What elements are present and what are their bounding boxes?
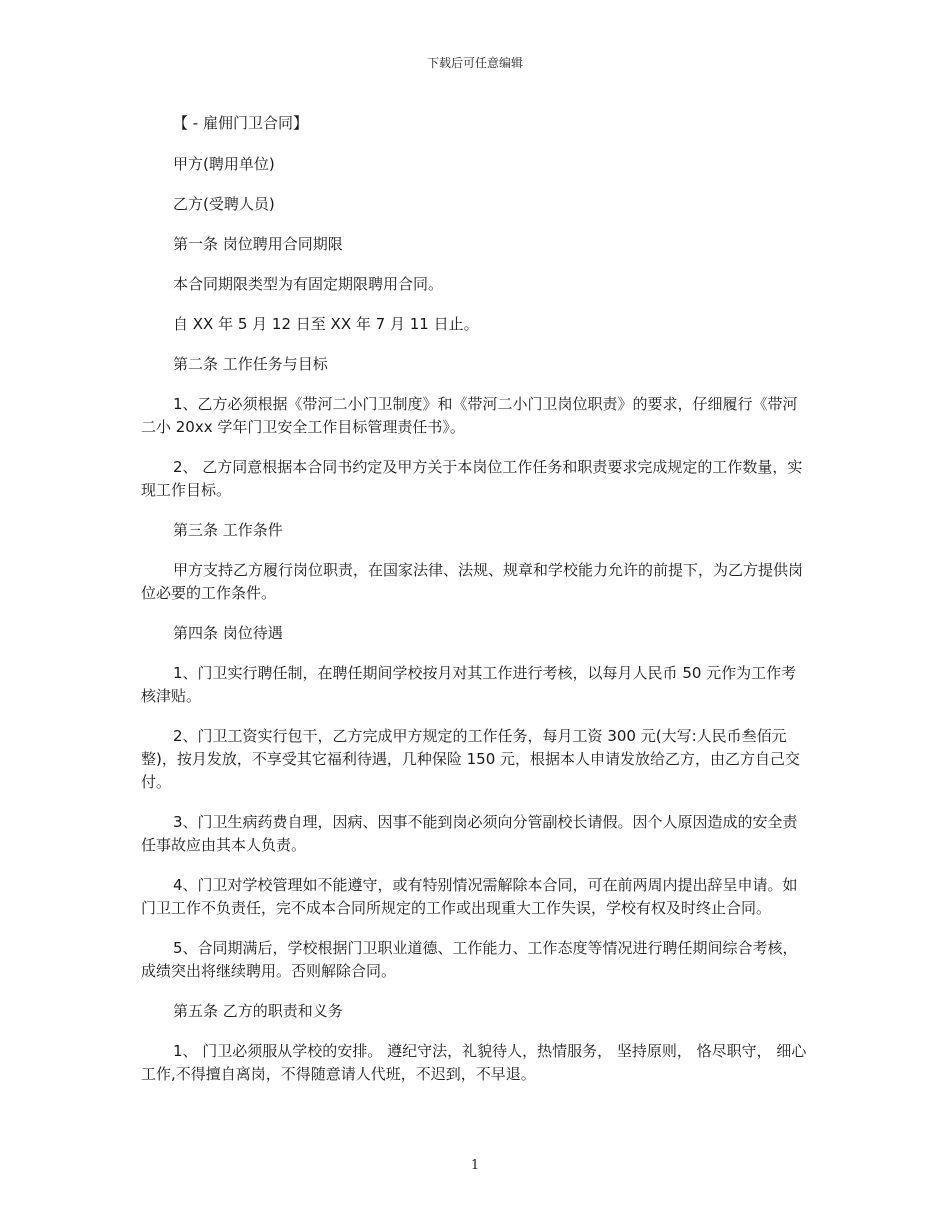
- article-5-heading: 第五条 乙方的职责和义务: [173, 1002, 343, 1020]
- paragraph: 1、乙方必须根据《带河二小门卫制度》和《带河二小门卫岗位职责》的要求，仔细履行《带河二小 20xx 学年门卫安全工作目标管理责任书》。: [141, 395, 798, 436]
- article-3-heading: 第三条 工作条件: [173, 521, 283, 539]
- contract-title: 【 - 雇佣门卫合同】: [173, 114, 308, 132]
- document-body: [141, 112, 809, 1103]
- paragraph: 1、 门卫必须服从学校的安排。 遵纪守法，礼貌待人，热情服务， 坚持原则， 恪尽职守， 细心工作,不得擅自离岗，不得随意请人代班，不迟到，不早退。: [141, 1042, 807, 1083]
- article-1-heading: 第一条 岗位聘用合同期限: [173, 235, 343, 253]
- paragraph: 甲方支持乙方履行岗位职责，在国家法律、法规、规章和学校能力允许的前提下，为乙方提供岗位必要的工作条件。: [141, 561, 804, 602]
- paragraph: 本合同期限类型为有固定期限聘用合同。: [173, 275, 444, 293]
- paragraph: 2、门卫工资实行包干，乙方完成甲方规定的工作任务，每月工资 300 元(大写:人民币叁佰元整)，按月发放，不享受其它福利待遇，几种保险 150 元，根据本人申请发放给乙方，由乙方自己交付。: [141, 727, 801, 791]
- paragraph: 4、门卫对学校管理如不能遵守，或有特别情况需解除本合同，可在前两周内提出辞呈申请。如门卫工作不负责任，完不成本合同所规定的工作或出现重大工作失误，学校有权及时终止合同。: [141, 876, 798, 917]
- party-a: 甲方(聘用单位): [173, 155, 275, 173]
- page-header: 下载后可任意编辑: [426, 56, 523, 70]
- paragraph: 1、门卫实行聘任制，在聘任期间学校按月对其工作进行考核，以每月人民币 50 元作为工作考核津贴。: [141, 664, 797, 705]
- party-b: 乙方(受聘人员): [173, 195, 275, 213]
- paragraph: 3、门卫生病药费自理，因病、因事不能到岗必须向分管副校长请假。因个人原因造成的安全责任事故应由其本人负责。: [141, 813, 798, 854]
- paragraph: 5、合同期满后，学校根据门卫职业道德、工作能力、工作态度等情况进行聘任期间综合考核，成绩突出将继续聘用。否则解除合同。: [141, 939, 798, 980]
- page-number: 1: [470, 1158, 480, 1173]
- paragraph: 自 XX 年 5 月 12 日至 XX 年 7 月 11 日止。: [173, 315, 479, 333]
- article-2-heading: 第二条 工作任务与目标: [173, 355, 328, 373]
- article-4-heading: 第四条 岗位待遇: [173, 624, 283, 642]
- paragraph: 2、 乙方同意根据本合同书约定及甲方关于本岗位工作任务和职责要求完成规定的工作数量，实现工作目标。: [141, 458, 803, 499]
